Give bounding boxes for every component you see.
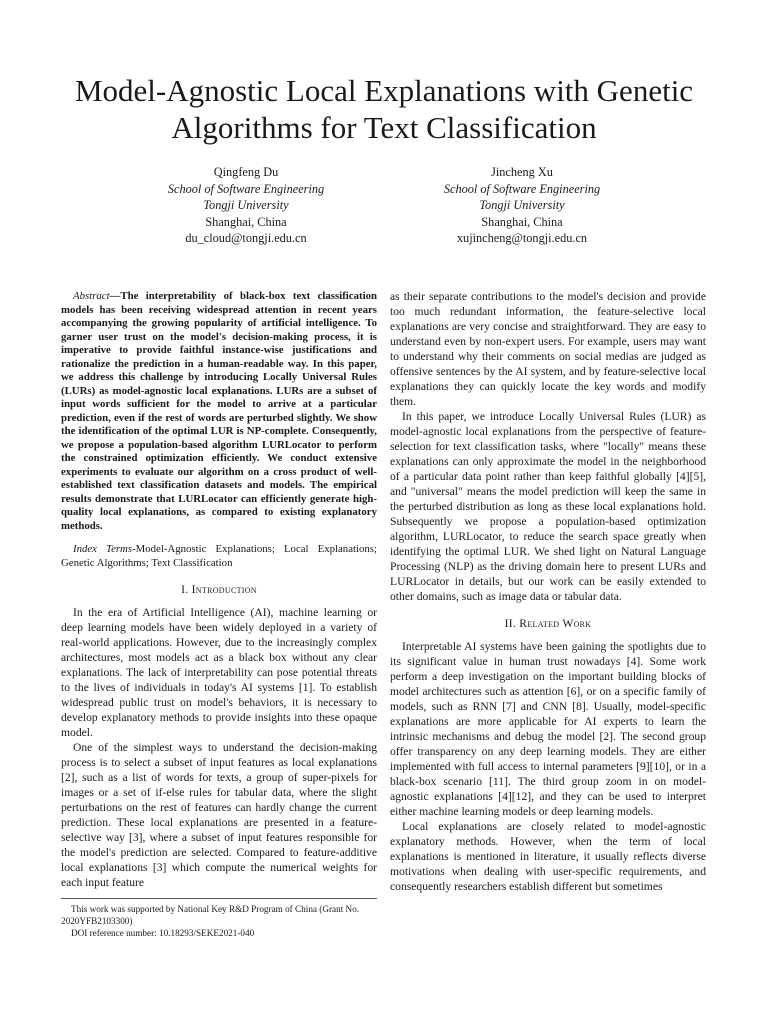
author-email: du_cloud@tongji.edu.cn <box>185 231 307 245</box>
left-column <box>61 290 377 890</box>
paragraph: Local explanations are closely related to model-agnostic explanatory methods. However, when the term of local explanations is mentioned in literature, it usually reflects diverse motivations when dealing with user-specific requirements, and consequently researchers establish different but sometimes <box>390 820 706 893</box>
author-university: Tongji University <box>479 198 565 212</box>
abstract <box>61 290 377 533</box>
author-location: Shanghai, China <box>205 214 287 229</box>
footnote-doi: DOI reference number: 10.18293/SEKE2021-040 <box>71 928 255 938</box>
index-terms <box>61 543 377 570</box>
index-terms-label: Index Terms <box>73 543 133 555</box>
author-location: Shanghai, China <box>481 214 563 229</box>
abstract-label: Abstract <box>73 290 110 302</box>
paragraph: In this paper, we introduce Locally Universal Rules (LUR) as model-agnostic local explanations from the perspective of feature-selection for text classification tasks, where "locally" means these explanations can only approximate the model in the neighborhood of a particular data point rather than keep faithful globally [4][5], and "universal" means the model prediction will keep the same in the perturbed distribution as long as these local explanations hold. Subsequently we propose a population-based optimization algorithm, LURLocator, to reduce the search space greatly when identifying the optimal LUR. We shed light on Natural Language Processing (NLP) as the driving domain here to present LURs and LURLocator in details, but our work can be easily extended to other domains, such as image data or tabular data. <box>390 410 706 603</box>
author-affiliation: School of Software Engineering <box>167 181 325 196</box>
paper-title: Model-Agnostic Local Explanations with Genetic Algorithms for Text Classification <box>74 73 694 145</box>
paragraph-continuation: as their separate contributions to the model's decision and provide too much redundant information, the feature-selective local explanations are very concise and straightforward. They are easy to understand even by non-expert users. For example, users may want to understand why their comments on social medias are judged as offensive sentences by the AI system, and by feature-selective local explanations they can quickly locate the key words and modify them. <box>390 290 706 408</box>
footnote <box>61 898 377 939</box>
paragraph: Interpretable AI systems have been gaining the spotlights due to its significant value in human trust nowadays [4]. Some work perform a deep investigation on the important building blocks of model architectures such as attention [6], or on a specific family of models, such as RNN [7] and CNN [8]. Usually, model-specific explanations are more applicable for AI experts to learn the intrinsic mechanisms and debug the model [2]. The second group offer transparency on any deep learning models. They are either implemented with full access to internal parameters [9][10], or in a black-box scenario [11]. The third group zoom in on model-agnostic explanations [4][12], and they can be used to interpret either machine learning models or deep learning models. <box>390 640 706 818</box>
index-terms-text: -Model-Agnostic Explanations; Local Explanations; Genetic Algorithms; Text Classification <box>61 543 377 569</box>
author-block-1 <box>96 164 396 247</box>
right-column <box>390 289 706 894</box>
section-heading-related-work: II. Related Work <box>504 617 592 630</box>
author-email: xujincheng@tongji.edu.cn <box>456 231 588 245</box>
author-affiliation: School of Software Engineering <box>443 181 601 196</box>
author-name: Jincheng Xu <box>491 165 553 179</box>
section-heading-introduction: I. Introduction <box>181 583 257 596</box>
paragraph: In the era of Artificial Intelligence (AI), machine learning or deep learning models have been widely deployed in a variety of real-world applications. However, due to the increasingly complex architectures, most models act as a black box without any clear explanations. The lack of interpretability can pose potential threats to the lives of individuals in today's AI systems [1]. To establish widespread public trust on model's behaviors, it is necessary to develop explanatory methods to provide insights into these opaque model. <box>61 606 377 739</box>
author-university: Tongji University <box>203 198 289 212</box>
paragraph: One of the simplest ways to understand the decision-making process is to select a subset of input features as local explanations [2], such as a list of words for texts, a group of super-pixels for images or a set of if-else rules for tabular data, where the slight perturbations on the rest of features can hardly change the current prediction. These local explanations are presented in a feature-selective way [3], where a subset of input features responsible for the model's prediction are selected. Compared to feature-additive local explanations [3] which compute the numerical weights for each input feature <box>61 741 377 889</box>
abstract-dash: — <box>109 290 121 302</box>
author-name: Qingfeng Du <box>213 165 279 179</box>
author-block-2 <box>372 164 672 247</box>
footnote-funding: This work was supported by National Key R&D Program of China (Grant No. 2020YFB2103300) <box>61 904 360 926</box>
abstract-text: The interpretability of black-box text classification models has been receiving widespread attention in recent years accompanying the growing popularity of artificial intelligence. To garner user trust on the model's decision-making process, it is imperative to provide faithful instance-wise justifications and rationalize the prediction in a human-readable way. In this paper, we address this challenge by introducing Locally Universal Rules (LURs) as model-agnostic local explanations. LURs are a subset of input words sufficient for the model to arrive at a particular prediction, even if the rest of words are perturbed slightly. We show the identification of the optimal LUR is NP-complete. Consequently, we propose a population-based algorithm LURLocator to perform the constrained optimization efficiently. We conduct extensive experiments to evaluate our algorithm on a cross product of well-established text classification datasets and models. The empirical results demonstrate that LURLocator can efficiently generate high-quality local explanations, as compared to existing explanatory methods. <box>61 290 377 532</box>
